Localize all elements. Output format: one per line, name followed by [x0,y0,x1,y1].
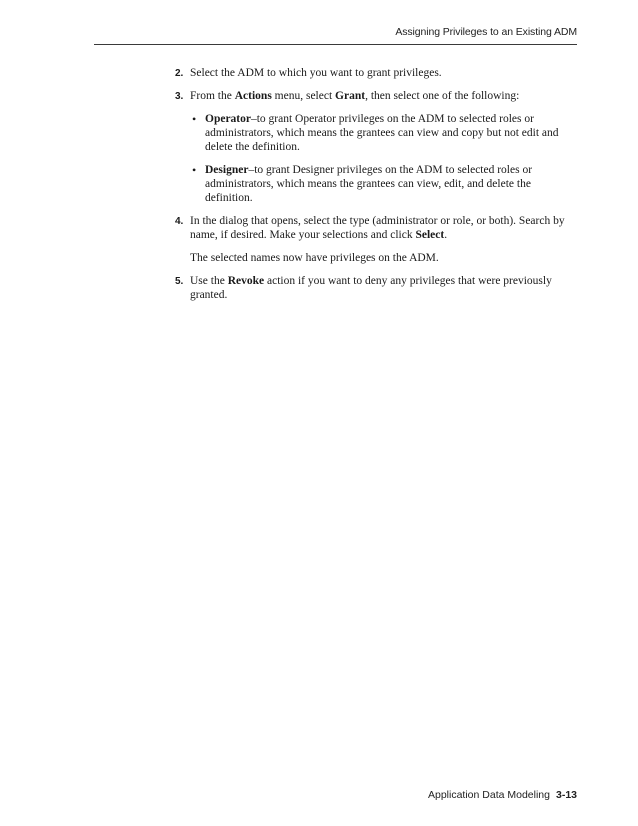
button-name: Select [415,229,445,241]
step-number: 5. [175,276,184,287]
bullet-term: Operator [205,113,251,125]
bullet-icon: • [192,163,197,177]
step-text: From the Actions menu, select Grant, then select one of the following: [190,90,520,102]
menu-name: Actions [234,90,272,102]
bullet-description: –to grant Designer privileges on the ADM to selected roles or administrators, which means the grantees can view, edit, and delete the definition. [205,164,533,204]
step-4 [175,214,575,265]
bullet-description: –to grant Operator privileges on the ADM to selected roles or administrators, which means the grantees can view and copy but not edit and delete the definition. [205,113,559,153]
step-3 [175,89,575,205]
bullet-designer [190,163,575,205]
running-header: Assigning Privileges to an Existing ADM [395,26,577,38]
step-text: Select the ADM to which you want to grant privileges. [190,67,442,79]
step-number: 3. [175,91,184,102]
step-text: Use the Revoke action if you want to deny any privileges that were previously granted. [190,275,552,301]
step-text: In the dialog that opens, select the type (administrator or role, or both). Search by name, if desired. Make your selections and click Select. [190,215,565,241]
page-number: 3-13 [555,789,577,801]
page-footer [428,789,577,801]
command-name: Grant [335,90,366,102]
bullet-operator [190,112,575,154]
step-result: The selected names now have privileges on the ADM. [190,252,439,264]
privilege-options [190,112,575,205]
step-5 [175,274,575,302]
bullet-icon: • [192,112,197,126]
bullet-term: Designer [205,164,249,176]
step-number: 2. [175,68,184,79]
book-title: Application Data Modeling [427,789,550,801]
step-2 [175,66,575,80]
header-rule [94,44,577,45]
procedure-steps [175,66,575,311]
step-number: 4. [175,216,184,227]
action-name: Revoke [227,275,265,287]
